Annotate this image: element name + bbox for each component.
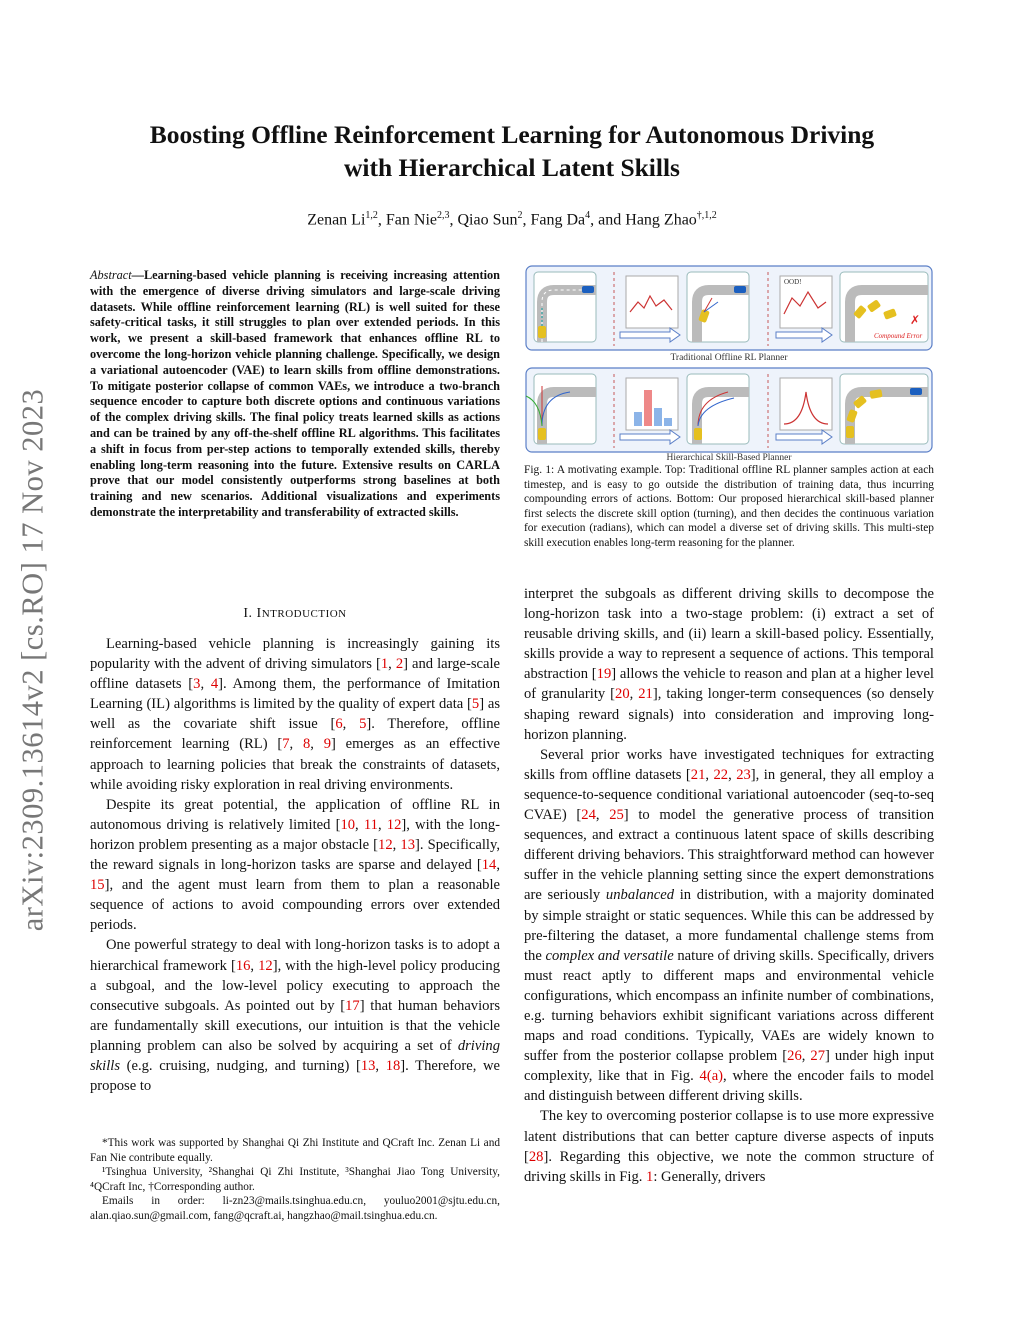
section-heading: I. INTRODUCTION — [243, 606, 347, 621]
paragraph: interpret the subgoals as different driving skills to decompose the long-horizon task into a two-stage problem: (i) extract a set of reusable driving skills, and (ii) learn a skill-based policy. Essentially, skills provide a way to represent a sequence of actions. This temporal abstraction [19] allows the vehicle to reason and plan at a higher level of granularity [20, 21], taking longer-term consequences (so densely shaping reward signals) into consideration and improving long-horizon planning. — [524, 586, 934, 743]
top-scene-2 — [687, 272, 749, 342]
paper-title — [0, 118, 1024, 184]
author-affiliation: 2 — [517, 210, 523, 221]
left-column-body — [90, 634, 500, 1096]
author-name: Fan Nie — [385, 211, 437, 229]
paragraph: The key to overcoming posterior collapse is to use more expressive latent distributions that can better capture diverse aspects of inputs [28]. Regarding this objective, we note the common structure of driving skills in Fig. 1: Generally, drivers — [524, 1108, 934, 1185]
paragraph: One powerful strategy to deal with long-horizon tasks is to adopt a hierarchical framework [16, 12], with the high-level policy producing a subgoal, and the low-level policy executing to approach the consecutive subgoals. As pointed out by [17] that human behaviors are fundamentally skill executions, our intuition is that the vehicle planning problem can also be solved by acquiring a set of driving skills (e.g. cruising, nudging, and turning) [13, 18]. Therefore, we propose to — [90, 937, 500, 1095]
top-scene-1 — [534, 272, 596, 342]
author-list: Zenan Li$^{1,2}$, Fan Nie$^{2,3}$, Qiao Sun$^2$, Fang Da$^4$, and Hang Zhao$^{\dagger,1,2}$ — [307, 210, 717, 229]
other-car-icon — [582, 286, 594, 293]
bottom-scene-1 — [526, 374, 596, 444]
ood-label: OOD! — [784, 278, 802, 286]
bottom-scene-2 — [687, 374, 749, 444]
bottom-dist-2 — [780, 378, 832, 430]
right-column-body — [524, 584, 934, 1187]
author-name: Hang Zhao — [625, 211, 697, 229]
bottom-scene-3 — [840, 374, 928, 444]
paragraph: Despite its great potential, the application of offline RL in autonomous driving is relatively limited [10, 11, 12], with the long-horizon problem presenting as a major obstacle [12, 13]. Specifically, the reward signals in long-horizon tasks are sparse and delayed [14, 15], and the agent must learn from them to plan a reasonable sequence of actions to avoid compounding errors over extended periods. — [90, 796, 500, 934]
abstract-dash: — — [131, 268, 144, 282]
bottom-dist-1 — [626, 378, 678, 430]
top-scene-3 — [840, 272, 928, 342]
top-panel-label: Traditional Offline RL Planner — [670, 353, 788, 363]
author-affiliation: 4 — [585, 210, 591, 221]
top-dist-2 — [780, 276, 832, 328]
svg-text:Compound Error: Compound Error — [874, 332, 923, 340]
arxiv-stamp — [8, 300, 58, 1020]
author-affiliation: 2,3 — [437, 210, 450, 221]
author-name: Fang Da — [530, 211, 586, 229]
bottom-panel-label: Hierarchical Skill-Based Planner — [666, 453, 792, 462]
footnotes — [90, 1136, 500, 1224]
title-line-1: Boosting Offline Reinforcement Learning for Autonomous Driving — [149, 120, 875, 149]
footnote: *This work was supported by Shanghai Qi Zhi Institute and QCraft Inc. Zenan Li and Fan Nie contribute equally. — [90, 1137, 500, 1164]
title-line-2: with Hierarchical Latent Skills — [344, 153, 680, 182]
svg-text:✗: ✗ — [910, 313, 921, 327]
figure-1 — [522, 262, 936, 462]
arxiv-stamp-text: arXiv:2309.13614v2 [cs.RO] 17 Nov 2023 — [15, 388, 50, 932]
footnote: Emails in order: li-zn23@mails.tsinghua.edu.cn, youluo2001@sjtu.edu.cn, alan.qiao.sun@gmail.com, fang@qcraft.ai, hangzhao@mail.tsinghua.edu.cn. — [90, 1195, 500, 1222]
author-affiliation: †,1,2 — [696, 210, 717, 221]
figure-caption: Fig. 1: A motivating example. Top: Traditional offline RL planner samples action at each timestep, and is easy to go outside the distribution of training data, thus incurring compounding errors of actions. Bottom: Our proposed hierarchical skill-based planner first selects the discrete skill option (turning), and then decides the continuous variation for execution (radians), which can model a diverse set of driving skills. This multi-step skill execution enables long-term reasoning for the planner. — [524, 464, 934, 549]
abstract-label: Abstract — [90, 268, 132, 282]
author-name: Qiao Sun — [457, 211, 518, 229]
footnote: ¹Tsinghua University, ²Shanghai Qi Zhi Institute, ³Shanghai Jiao Tong University, ⁴QCraft Inc, †Corresponding author. — [90, 1166, 500, 1193]
author-name: Zenan Li — [307, 211, 366, 229]
paragraph: Learning-based vehicle planning is increasingly gaining its popularity with the advent of driving simulators [1, 2] and large-scale offline datasets [3, 4]. Among them, the performance of Imitation Learning (IL) algorithms is limited by the quality of expert data [5] as well as the covariate shift issue [6, 5]. Therefore, offline reinforcement learning (RL) [7, 8, 9] emerges as an effective approach to learning policies that break the constraints of datasets, while avoiding risky exploration in real driving environments. — [90, 636, 501, 793]
abstract — [90, 268, 500, 521]
abstract-text: Learning-based vehicle planning is receiving increasing attention with the emergence of diverse driving simulators and large-scale driving datasets. While offline reinforcement learning (RL) is well suited for these safety-critical tasks, it still struggles to plan over extended periods. In this work, we present a skill-based framework that enhances offline RL to overcome the long-horizon vehicle planning challenge. Specifically, we design a variational autoencoder (VAE) to learn skills from offline demonstrations. To mitigate posterior collapse of common VAEs, we introduce a two-branch sequence encoder to capture both discrete options and continuous variations of the complex driving skills. The final policy treats learned skills as actions and can be trained by any off-the-shelf offline RL algorithms. This facilitates a shift in focus from per-step actions to temporally extended skills, thereby enabling long-term reasoning into the future. Extensive results on CARLA prove that our model consistently outperforms strong baselines at both training and new scenarios. Additional visualizations and experiments demonstrate the interpretability and transferability of extracted skills. — [90, 268, 500, 519]
author-affiliation: 1,2 — [365, 210, 378, 221]
ego-car-icon — [538, 326, 546, 338]
paragraph: Several prior works have investigated techniques for extracting skills from offline datasets [21, 22, 23], in general, they all employ a sequence-to-sequence conditional variational autoencoder (seq-to-seq CVAE) [24, 25] to model the generative process of transition sequences, and extract a continuous latent space of skills describing different driving behaviors. This straightforward method can however suffer in the vehicle planning setting since the expert demonstrations are seriously unbalanced in distribution, with a majority dominated by simple straight or static sequences. While this can be addressed by pre-filtering the dataset, a more fundamental challenge stems from the complex and versatile nature of driving skills. Specifically, drivers must react aptly to different maps and environmental vehicle configurations, which encompass an infinite number of combinations, e.g. turning behaviors exhibit significant variations across different maps and road conditions. Typically, VAEs are widely known to suffer from the posterior collapse problem [26, 27] under high input complexity, like that in Fig. 4(a), where the encoder fails to model and distinguish between different driving skills. — [524, 746, 935, 1105]
